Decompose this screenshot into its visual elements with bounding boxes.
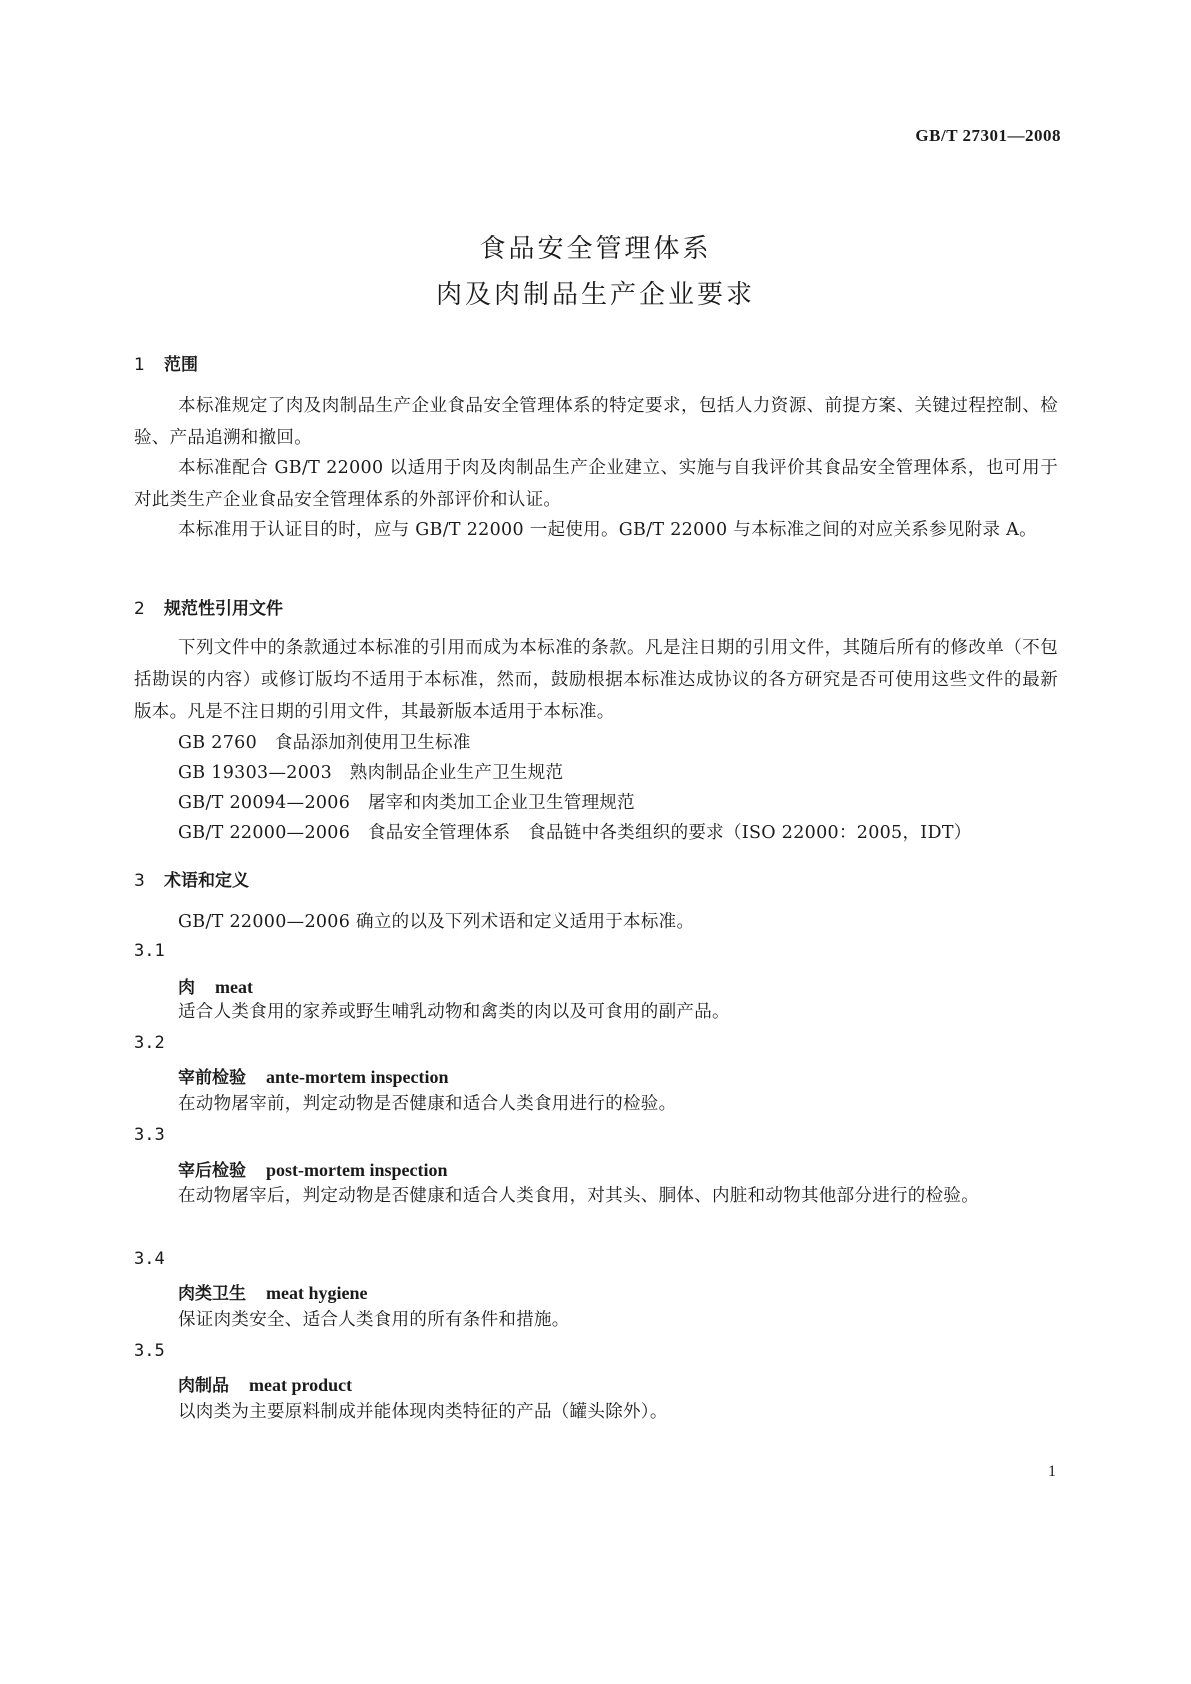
term-chinese: 肉制品	[178, 1376, 229, 1396]
term-chinese: 肉类卫生	[178, 1284, 246, 1304]
clause-number: 3.5	[134, 1341, 165, 1361]
section-title: 规范性引用文件	[164, 599, 283, 619]
term-english: ante-mortem inspection	[266, 1067, 449, 1087]
section-title: 范围	[164, 355, 198, 375]
references-paragraph: 下列文件中的条款通过本标准的引用而成为本标准的条款。凡是注日期的引用文件，其随后所有的修改单（不包括勘误的内容）或修订版均不适用于本标准，然而，鼓励根据本标准达成协议的各方研究是否可使用这些文件的最新版本。凡是不注日期的引用文件，其最新版本适用于本标准。	[134, 638, 1058, 722]
section-number: 3	[134, 871, 145, 891]
reference-item: GB/T 20094—2006 屠宰和肉类加工企业卫生管理规范	[178, 793, 635, 813]
clause-number: 3.3	[134, 1125, 165, 1145]
section-heading-normative-references	[134, 594, 283, 619]
terms-intro: GB/T 22000—2006 确立的以及下列术语和定义适用于本标准。	[178, 912, 695, 932]
term-english: meat product	[249, 1375, 353, 1395]
term-title	[178, 1279, 367, 1304]
term-definition: 保证肉类安全、适合人类食用的所有条件和措施。	[178, 1310, 570, 1330]
reference-item: GB 19303—2003 熟肉制品企业生产卫生规范	[178, 763, 564, 783]
clause-number: 3.4	[134, 1249, 165, 1269]
reference-item: GB 2760 食品添加剂使用卫生标准	[178, 733, 471, 753]
term-definition: 在动物屠宰前，判定动物是否健康和适合人类食用进行的检验。	[178, 1094, 677, 1114]
section-title: 术语和定义	[164, 871, 249, 891]
standard-code: GB/T 27301—2008	[915, 126, 1061, 145]
section-heading-terms	[134, 866, 249, 891]
term-chinese: 宰前检验	[178, 1068, 246, 1088]
term-definition: 在动物屠宰后，判定动物是否健康和适合人类食用，对其头、胴体、内脏和动物其他部分进行的检验。	[178, 1186, 979, 1206]
clause-number: 3.1	[134, 941, 165, 961]
term-english: post-mortem inspection	[266, 1160, 448, 1180]
section-heading-scope	[134, 350, 198, 375]
term-title	[178, 1371, 352, 1396]
page-title-line2: 肉及肉制品生产企业要求	[435, 280, 755, 310]
clause-number: 3.2	[134, 1033, 165, 1053]
scope-paragraph-1: 本标准规定了肉及肉制品生产企业食品安全管理体系的特定要求，包括人力资源、前提方案、关键过程控制、检验、产品追溯和撤回。	[134, 396, 1058, 448]
term-title	[178, 973, 253, 998]
section-number: 1	[134, 355, 145, 375]
page-number: 1	[1048, 1463, 1056, 1480]
term-definition: 适合人类食用的家养或野生哺乳动物和禽类的肉以及可食用的副产品。	[178, 1002, 730, 1022]
term-title	[178, 1063, 448, 1088]
scope-paragraph-2: 本标准配合 GB/T 22000 以适用于肉及肉制品生产企业建立、实施与自我评价其食品安全管理体系，也可用于对此类生产企业食品安全管理体系的外部评价和认证。	[134, 458, 1058, 510]
term-chinese: 肉	[178, 978, 195, 998]
scope-paragraph-3: 本标准用于认证目的时，应与 GB/T 22000 一起使用。GB/T 22000 与本标准之间的对应关系参见附录 A。	[178, 520, 1037, 540]
term-english: meat hygiene	[266, 1283, 368, 1303]
term-english: meat	[215, 977, 253, 997]
term-definition: 以肉类为主要原料制成并能体现肉类特征的产品（罐头除外）。	[178, 1402, 668, 1422]
reference-item: GB/T 22000—2006 食品安全管理体系 食品链中各类组织的要求（ISO 22000：2005，IDT）	[178, 823, 972, 843]
section-number: 2	[134, 599, 145, 619]
term-title	[178, 1156, 447, 1181]
term-chinese: 宰后检验	[178, 1161, 246, 1181]
page-title-line1: 食品安全管理体系	[479, 234, 712, 264]
